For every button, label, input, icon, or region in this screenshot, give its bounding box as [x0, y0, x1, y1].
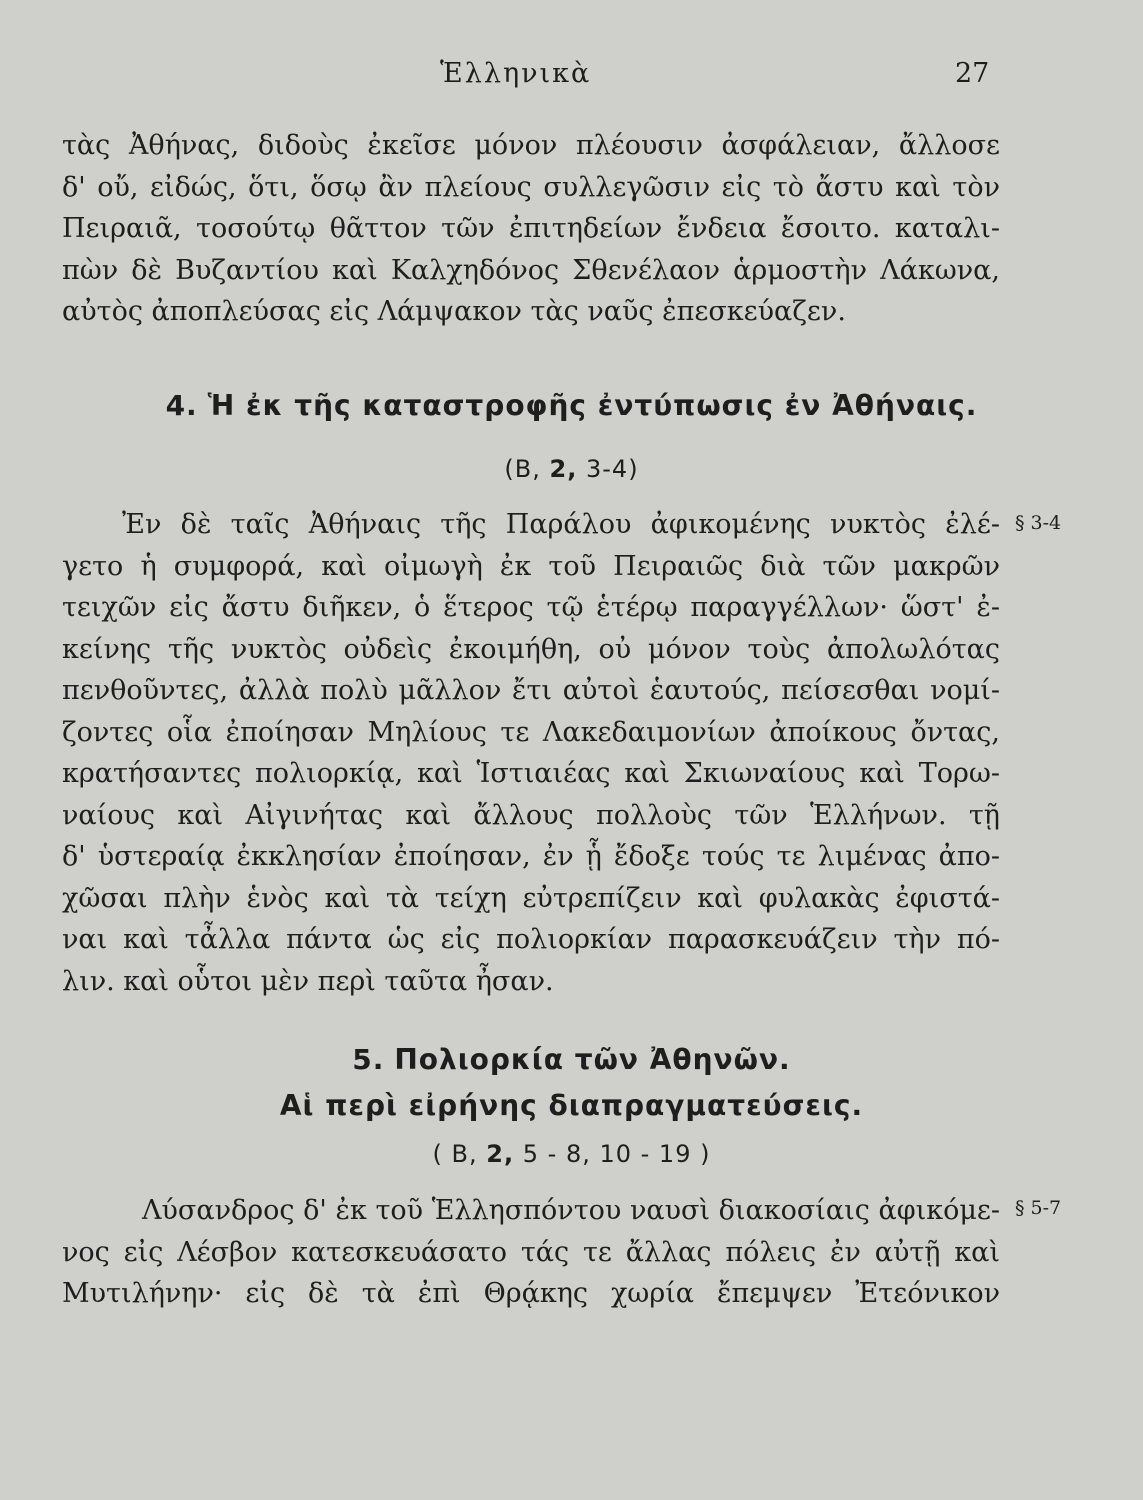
section-number: 4.	[165, 389, 198, 422]
text-line: κρατήσαντες πολιορκίᾳ, καὶ Ἱστιαιέας καὶ Σκιωναίους καὶ Τορω-	[62, 758, 1000, 789]
running-head	[0, 58, 1143, 98]
margin-reference: § 3-4	[1015, 512, 1062, 534]
text-line: ναίους καὶ Αἰγινήτας καὶ ἄλλους πολλοὺς τῶν Ἑλλήνων. τῇ	[62, 799, 1000, 831]
text-line: τὰς Ἀθήνας, διδοὺς ἐκεῖσε μόνον πλέουσιν ἀσφάλειαν, ἄλλοσε	[62, 130, 1000, 161]
text-line: δ' ὑστεραίᾳ ἐκκλησίαν ἐποίησαν, ἐν ᾗ ἔδοξε τούς τε λιμένας ἀπο-	[62, 841, 1000, 872]
text-line: πενθοῦντες, ἀλλὰ πολὺ μᾶλλον ἔτι αὐτοὶ ἑαυτούς, πείσεσθαι νομί-	[62, 675, 1000, 706]
paragraph-3	[62, 1190, 1000, 1315]
text-line: λιν. καὶ οὗτοι μὲν περὶ ταῦτα ἦσαν.	[62, 965, 554, 997]
ref-open: ( Β,	[432, 1140, 478, 1168]
section-4-heading	[0, 389, 1143, 422]
section-subtitle: Αἱ περὶ εἰρήνης διαπραγματεύσεις.	[279, 1089, 864, 1122]
ref-close: 3-4)	[586, 455, 639, 483]
text-line: γετο ἡ συμφορά, καὶ οἰμωγὴ ἐκ τοῦ Πειραιῶς διὰ τῶν μακρῶν	[62, 550, 1000, 582]
running-title: Ἑλληνικὰ	[440, 58, 592, 89]
ref-book: 2,	[549, 455, 578, 483]
text-line: τειχῶν εἰς ἄστυ διῆκεν, ὁ ἕτερος τῷ ἑτέρῳ παραγγέλλων· ὥστ' ἐ-	[62, 592, 1000, 623]
text-line: Ἐν δὲ ταῖς Ἀθήναις τῆς Παράλου ἀφικομένης νυκτὸς ἐλέ-	[122, 509, 1000, 540]
text-line: Λύσανδρος δ' ἐκ τοῦ Ἑλλησπόντου ναυσὶ διακοσίαις ἀφικόμε-	[142, 1195, 1000, 1226]
ref-book: 2,	[486, 1140, 515, 1168]
section-5-heading	[0, 1043, 1143, 1076]
text-line: αὐτὸς ἀποπλεύσας εἰς Λάμψακον τὰς ναῦς ἐπεσκεύαζεν.	[62, 296, 846, 327]
text-line: Πειραιᾶ, τοσούτῳ θᾶττον τῶν ἐπιτηδείων ἔνδεια ἔσοιτο. καταλι-	[62, 213, 1000, 244]
page-number: 27	[955, 58, 990, 89]
text-line: δ' οὔ, εἰδώς, ὅτι, ὅσῳ ἂν πλείους συλλεγῶσιν εἰς τὸ ἄστυ καὶ τὸν	[62, 171, 1000, 203]
text-line: πὼν δὲ Βυζαντίου καὶ Καλχηδόνος Σθενέλαον ἁρμοστὴν Λάκωνα,	[62, 254, 1000, 286]
text-line: νος εἰς Λέσβον κατεσκευάσατο τάς τε ἄλλας πόλεις ἐν αὐτῇ καὶ	[62, 1236, 1000, 1268]
ref-close: 5 - 8, 10 - 19 )	[522, 1140, 711, 1168]
section-number: 5.	[352, 1043, 385, 1076]
section-title: Ἡ ἐκ τῆς καταστροφῆς ἐντύπωσις ἐν Ἀθήναις.	[207, 389, 978, 422]
paragraph-1	[62, 125, 1000, 333]
section-title: Πολιορκία τῶν Ἀθηνῶν.	[394, 1043, 791, 1076]
text-line: ναι καὶ τἆλλα πάντα ὡς εἰς πολιορκίαν παρασκευάζειν τὴν πό-	[62, 924, 1000, 955]
text-line: Μυτιλήνην· εἰς δὲ τὰ ἐπὶ Θρᾴκης χωρία ἔπεμψεν Ἐτεόνικον	[62, 1278, 1000, 1309]
text-line: κείνης τῆς νυκτὸς οὐδεὶς ἐκοιμήθη, οὐ μόνον τοὺς ἀπολωλότας	[62, 633, 1000, 665]
text-line: χῶσαι πλὴν ἑνὸς καὶ τὰ τείχη εὐτρεπίζειν καὶ φυλακὰς ἐφιστά-	[62, 882, 1000, 914]
section-5-reference	[0, 1140, 1143, 1168]
section-4-reference	[0, 455, 1143, 483]
ref-open: (Β,	[504, 455, 541, 483]
margin-reference: § 5-7	[1015, 1197, 1062, 1219]
section-5-subheading	[0, 1089, 1143, 1122]
paragraph-2	[62, 504, 1000, 1002]
text-line: ζοντες οἷα ἐποίησαν Μηλίους τε Λακεδαιμονίων ἀποίκους ὄντας,	[62, 716, 1000, 748]
